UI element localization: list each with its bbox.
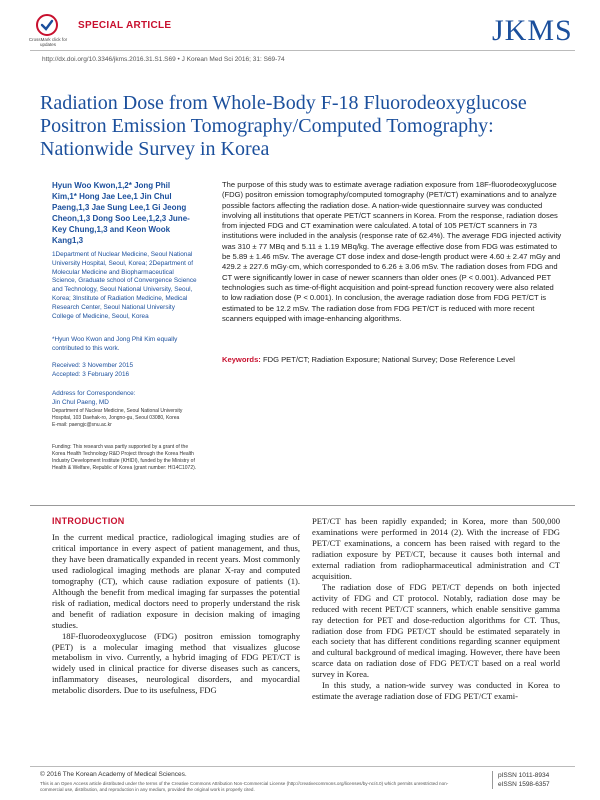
keywords-text: FDG PET/CT; Radiation Exposure; National Survey; Dose Reference Level xyxy=(262,355,515,364)
issn-block xyxy=(492,771,550,789)
author-list: Hyun Woo Kwon,1,2* Jong Phil Kim,1* Hong Jae Lee,1 Jin Chul Paeng,1,3 Jae Sung Lee,1 Gi Jeong Cheon,1,3 Dong Soo Lee,1,2,3 June-Key Chung,1,3 and Keon Wook Kang1,3 xyxy=(52,181,190,245)
equal-contribution-note: *Hyun Woo Kwon and Jong Phil Kim equally contributed to this work. xyxy=(52,336,178,352)
body-paragraph: In this study, a nation-wide survey was conducted in Korea to estimate the average radiation dose of FDG PET/CT exami- xyxy=(312,680,560,702)
received-date: Received: 3 November 2015 xyxy=(52,362,133,369)
journal-logo: JKMS xyxy=(492,14,573,47)
pissn: pISSN 1011-8934 xyxy=(498,772,550,779)
keywords xyxy=(222,355,562,364)
header-divider xyxy=(30,50,575,51)
abstract: The purpose of this study was to estimate average radiation exposure from 18F-fluorodeoxyglucose (FDG) positron emission tomography/computed tomography (PET/CT) examinations and to analyze possible factors affecting the radiation dose. A nation-wide questionnaire survey was conducted involving all institutions that operate PET/CT scanners in Korea. From the response, radiation doses from injected FDG and CT examination were calculated. A total of 105 PET/CT scanners in 73 institutions were included in the analysis (response rate of 62.4%). The average FDG injected activity was 310 ± 77 MBq and 5.11 ± 1.19 MBq/kg. The average effective dose from FDG was estimated to be 5.89 ± 1.46 mSv. The average CT dose index and dose-length product were 4.60 ± 2.47 mGy and 429.2 ± 227.6 mGy·cm, which corresponded to 6.26 ± 3.06 mSv. The radiation doses from FDG and CT were significantly lower in case of newer scanners than older ones (P < 0.001). Advanced PET technologies such as time-of-flight acquisition and point-spread function recovery were also related to low radiation dose (P < 0.001). In conclusion, the average radiation dose from FDG PET/CT is estimated to be 12.2 mSv. The radiation dose from FDG PET/CT is reduced with more recent scanners equipped with image-enhancing algorithms. xyxy=(222,180,562,323)
crossmark-icon[interactable] xyxy=(36,14,58,36)
correspondence-name: Jin Chul Paeng, MD xyxy=(52,398,109,406)
body-column-right xyxy=(312,516,560,702)
body-paragraph: The radiation dose of FDG PET/CT depends on both injected activity of FDG and CT protocol. Notably, radiation dose may be reduced with recent PET/CT scanners, which enable sensitive gamma ray detection for PET and dose-reduction algorithms for CT. Thus, radiation dose from FDG PET/CT should be estimated separately in each society that has different conditions regarding scanner equipment and cultural background of medical imaging. However, there have been scarce data on radiation dose of FDG PET/CT based on a real world survey in Korea. xyxy=(312,581,560,680)
body-column-left xyxy=(52,532,300,696)
correspondence-email[interactable]: E-mail: paengjc@snu.ac.kr xyxy=(52,421,112,428)
article-type-label: SPECIAL ARTICLE xyxy=(78,20,172,31)
article-dates xyxy=(52,362,197,380)
body-paragraph: In the current medical practice, radiological imaging studies are of critical importance in every aspect of patient management, and thus, they have been dramatically expanded in recent years. Most commonly used radiological imaging methods are planar X-ray and computed tomography (CT), which cause radiation exposure of patients (1). Although the benefit from medical imaging far surpasses the potential risk of radiation, medical doctors need to properly understand the risk and benefit of radiation exposure in decision making of imaging studies. xyxy=(52,532,300,630)
license-text: This is an Open Access article distributed under the terms of the Creative Commons Attribution Non-Commercial License (http://creativecommons.org/licenses/by-nc/4.0) which permits unrestricted non-commercial use, distribution, and reproduction in any medium, provided the original work is properly cited. xyxy=(40,781,449,792)
correspondence xyxy=(52,390,202,429)
introduction-heading: INTRODUCTION xyxy=(52,516,125,526)
affiliations: 1Department of Nuclear Medicine, Seoul National University Hospital, Seoul, Korea; 2Department of Molecular Medicine and Biopharmaceutical Science, Graduate school of Convergence Science and Technology, Seoul National University, Seoul, Korea; 3Institute of Radiation Medicine, Medical Research Center, Seoul National University College of Medicine, Seoul, Korea xyxy=(52,251,197,320)
footer-divider xyxy=(30,766,575,767)
body-paragraph: 18F-fluorodeoxyglucose (FDG) positron emission tomography (PET) is a molecular imaging method that visualizes glucose metabolism in vivo. Currently, a hybrid imaging of FDG PET/CT is widely used in clinical practice for diverse diseases such as cancers, inflammatory diseases, neurological disorders, and myocardial metabolic disorders. Due to its usefulness, FDG xyxy=(52,630,300,696)
copyright-notice: © 2016 The Korean Academy of Medical Sciences. xyxy=(40,771,187,778)
eissn: eISSN 1598-6357 xyxy=(498,781,550,788)
keywords-label: Keywords: xyxy=(222,355,261,364)
correspondence-address: Department of Nuclear Medicine, Seoul National University Hospital, 103 Daehak-ro, Jongno-gu, Seoul 03080, Korea xyxy=(52,407,183,421)
abstract-divider xyxy=(30,505,575,506)
accepted-date: Accepted: 3 February 2016 xyxy=(52,370,130,378)
body-paragraph: PET/CT has been rapidly expanded; in Korea, more than 500,000 examinations were performed in 2014 (2). With the increase of FDG PET/CT examinations, a concern has been raised with regard to the radiation exposure by PET/CT, because it causes both internal and external radiation from radiopharmaceutical administration and CT acquisition. xyxy=(312,516,560,581)
article-title: Radiation Dose from Whole-Body F-18 Fluorodeoxyglucose Positron Emission Tomography/Computed Tomography: Nationwide Survey in Korea xyxy=(40,92,527,160)
funding-statement: Funding: This research was partly supported by a grant of the Korea Health Technology R&D Project through the Korea Health Industry Development Institute (KHIDI), funded by the Ministry of Health & Welfare, Republic of Korea (grant number: HI14C1072). xyxy=(52,444,197,471)
crossmark-label: CrossMark click for updates xyxy=(28,37,68,47)
correspondence-label: Address for Correspondence: xyxy=(52,390,136,397)
doi-citation-line[interactable]: http://dx.doi.org/10.3346/jkms.2016.31.S1.S69 • J Korean Med Sci 2016; 31: S69-74 xyxy=(42,56,285,63)
